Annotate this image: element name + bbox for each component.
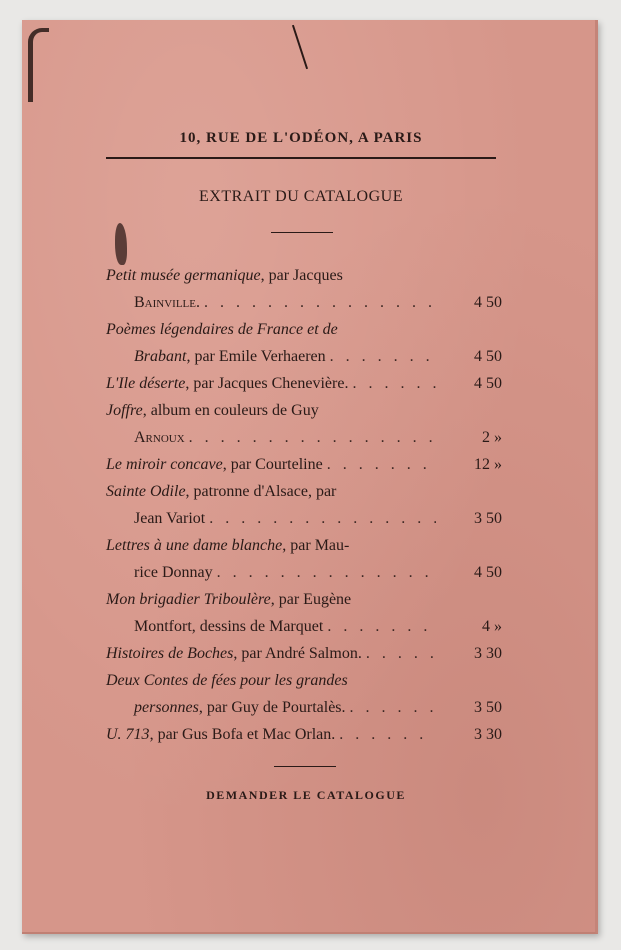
book-price: 3 50	[474, 510, 502, 527]
book-title: L'Ile déserte	[106, 375, 186, 392]
book-price: 2 »	[482, 429, 502, 446]
book-price: 4 50	[474, 348, 502, 365]
book-title-cont: Brabant	[134, 348, 187, 365]
book-price: 3 30	[474, 645, 502, 662]
list-item	[106, 397, 502, 451]
book-credit: , par Jacques Chenevière.	[185, 375, 349, 392]
list-item	[106, 262, 502, 316]
list-item	[106, 667, 502, 721]
book-title: Lettres à une dame blanche	[106, 537, 283, 554]
book-credit: , par Emile Verhaeren	[186, 348, 326, 365]
book-price: 4 »	[482, 618, 502, 635]
book-title: Histoires de Boches	[106, 645, 234, 662]
footer-rule	[274, 766, 336, 767]
ink-blot	[115, 223, 127, 265]
publisher-address: 10, RUE DE L'ODÉON, A PARIS	[179, 130, 423, 146]
list-item	[106, 640, 502, 667]
list-item	[106, 478, 502, 532]
list-item	[106, 451, 502, 478]
book-author: Bainville.	[134, 294, 200, 311]
book-author: Arnoux	[134, 429, 185, 446]
book-credit: , par Eugène	[270, 591, 352, 608]
book-credit: , par André Salmon.	[233, 645, 362, 662]
book-price: 4 50	[474, 294, 502, 311]
book-author: rice Donnay	[134, 564, 213, 581]
book-credit: , par Guy de Pourtalès.	[198, 699, 346, 716]
book-price: 3 30	[474, 726, 502, 743]
book-title: Petit musée germanique	[106, 267, 261, 284]
book-price: 3 50	[474, 699, 502, 716]
book-author: Jean Variot	[134, 510, 206, 527]
footer-note: DEMANDER LE CATALOGUE	[206, 788, 406, 802]
book-title: U. 713	[106, 726, 150, 743]
book-title: Sainte Odile	[106, 483, 186, 500]
catalogue-list	[106, 262, 502, 748]
list-item	[106, 370, 502, 397]
book-credit: , patronne d'Alsace, par	[185, 483, 337, 500]
title-rule	[271, 232, 333, 233]
ink-stain	[28, 28, 49, 102]
book-price: 12 »	[474, 456, 502, 473]
book-credit: , par Jacques	[260, 267, 343, 284]
book-title: Mon brigadier Triboulère	[106, 591, 271, 608]
book-price: 4 50	[474, 564, 502, 581]
book-title: Poèmes légendaires de France et de	[106, 321, 338, 338]
book-credit: , album en couleurs de Guy	[142, 402, 319, 419]
book-price: 4 50	[474, 375, 502, 392]
book-title-cont: personnes	[134, 699, 199, 716]
book-author: Montfort, dessins de Marquet	[134, 618, 324, 635]
book-credit: , par Courteline	[222, 456, 323, 473]
book-credit: , par Gus Bofa et Mac Orlan.	[149, 726, 336, 743]
book-title: Joffre	[106, 402, 143, 419]
book-title: Deux Contes de fées pour les grandes	[106, 672, 348, 689]
book-title: Le miroir concave	[106, 456, 223, 473]
header-rule	[106, 157, 496, 159]
section-title: EXTRAIT DU CATALOGUE	[199, 188, 403, 205]
list-item	[106, 532, 502, 586]
book-credit: , par Mau-	[282, 537, 350, 554]
list-item	[106, 586, 502, 640]
list-item	[106, 316, 502, 370]
book-back-cover	[22, 20, 598, 934]
list-item	[106, 721, 502, 748]
pen-mark	[292, 25, 308, 69]
